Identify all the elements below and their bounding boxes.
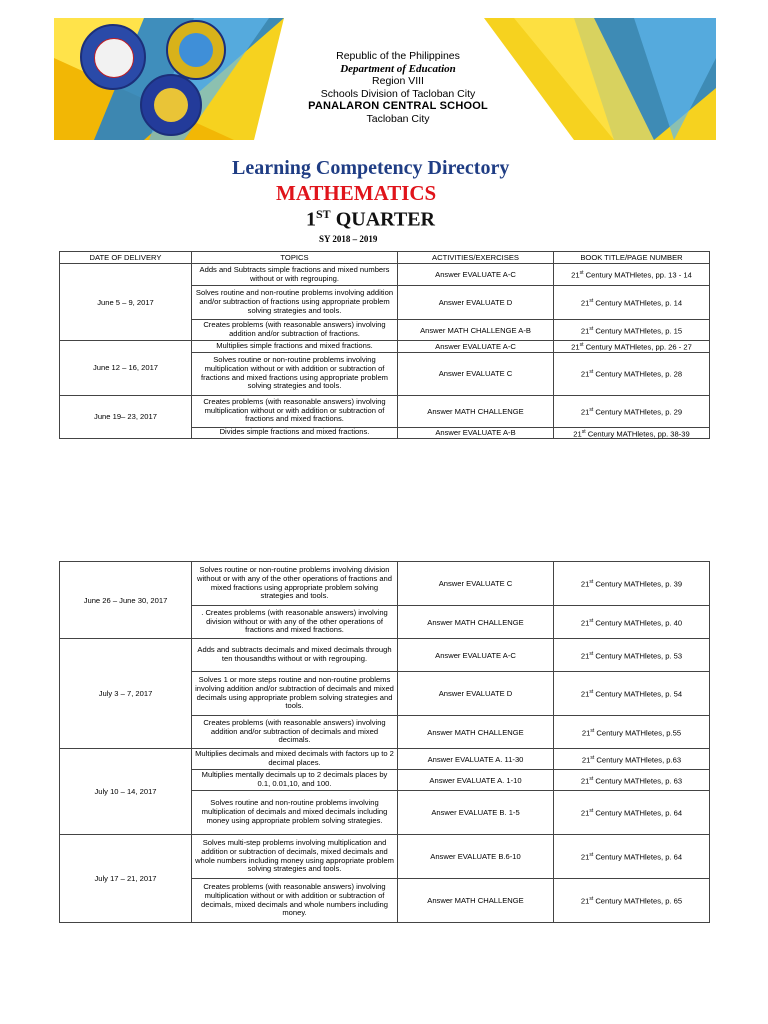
table-row (60, 395, 710, 427)
delivery-date-cell: July 17 – 21, 2017 (60, 835, 192, 923)
table-row (60, 639, 710, 672)
book-reference-cell: 21st Century MATHletes, p. 39 (554, 562, 710, 606)
delivery-date-cell: July 3 – 7, 2017 (60, 639, 192, 749)
header-book: BOOK TITLE/PAGE NUMBER (554, 252, 710, 264)
book-reference-cell: 21st Century MATHletes, p. 63 (554, 770, 710, 791)
activity-cell: Answer EVALUATE A-C (398, 264, 554, 286)
topic-cell: Multiplies simple fractions and mixed fractions. (192, 341, 398, 353)
activity-cell: Answer EVALUATE D (398, 672, 554, 716)
school-name: PANALARON CENTRAL SCHOOL (308, 100, 488, 113)
book-reference-cell: 21st Century MATHletes, p. 64 (554, 791, 710, 835)
book-reference-cell: 21st Century MATHletes, pp. 38-39 (554, 427, 710, 439)
region-line: Region VIII (372, 75, 424, 88)
topic-cell: Multiplies decimals and mixed decimals with factors up to 2 decimal places. (192, 749, 398, 770)
department-line: Department of Education (340, 62, 456, 75)
activity-cell: Answer MATH CHALLENGE (398, 395, 554, 427)
competency-table-page2 (59, 561, 710, 923)
republic-line: Republic of the Philippines (336, 50, 460, 62)
topic-cell: Solves multi-step problems involving multiplication and addition or subtraction of decimals, mixed decimals and whole numbers including money using appropriate problem solving strategies and tools. (192, 835, 398, 879)
topic-cell: Solves routine or non-routine problems involving multiplication without or with addition or subtraction of fractions and mixed fractions using appropriate problem solving strategies and tools. (192, 352, 398, 395)
activity-cell: Answer EVALUATE A. 11-30 (398, 749, 554, 770)
subject-title: MATHEMATICS (276, 181, 437, 205)
book-reference-cell: 21st Century MATHletes, pp. 13 - 14 (554, 264, 710, 286)
delivery-date-cell: June 19– 23, 2017 (60, 395, 192, 439)
book-reference-cell: 21st Century MATHletes, p.55 (554, 716, 710, 749)
header-date: DATE OF DELIVERY (60, 252, 192, 264)
activity-cell: Answer EVALUATE A-C (398, 639, 554, 672)
topic-cell: Divides simple fractions and mixed fractions. (192, 427, 398, 439)
quarter-title (306, 207, 552, 232)
table-row (60, 835, 710, 879)
table-row (60, 341, 710, 353)
activity-cell: Answer EVALUATE A. 1-10 (398, 770, 554, 791)
book-reference-cell: 21st Century MATHletes, p. 40 (554, 606, 710, 639)
activity-cell: Answer MATH CHALLENGE (398, 716, 554, 749)
topic-cell: . Creates problems (with reasonable answers) involving division without or with any of the other operations of fractions and mixed fractions. (192, 606, 398, 639)
book-reference-cell: 21st Century MATHletes, p. 29 (554, 395, 710, 427)
topic-cell: Solves routine or non-routine problems involving division without or with any of the other operations of fractions and mixed fractions using appropriate problem solving strategies and tools. (192, 562, 398, 606)
topic-cell: Multiplies mentally decimals up to 2 decimals places by 0.1, 0.01,10, and 100. (192, 770, 398, 791)
quarter-suffix: ST (316, 207, 331, 221)
book-reference-cell: 21st Century MATHletes, p.63 (554, 749, 710, 770)
topic-cell: Creates problems (with reasonable answers) involving multiplication without or with addition or subtraction of decimals, mixed decimals and whole numbers including money. (192, 879, 398, 923)
activity-cell: Answer EVALUATE C (398, 352, 554, 395)
seal-panalaron-school-icon (140, 74, 202, 136)
seal-tacloban-division-icon (166, 20, 226, 80)
topic-cell: Adds and subtracts decimals and mixed decimals through ten thousandths without or with regrouping. (192, 639, 398, 672)
topic-cell: Solves 1 or more steps routine and non-routine problems involving addition and/or subtraction of decimals and mixed decimals using appropriate problem solving strategies and tools. (192, 672, 398, 716)
book-reference-cell: 21st Century MATHletes, p. 28 (554, 352, 710, 395)
topic-cell: Creates problems (with reasonable answers) involving addition and/or subtraction of fractions. (192, 320, 398, 341)
topic-cell: Solves routine and non-routine problems involving multiplication of decimals and mixed decimals including money using appropriate problem solving strategies. (192, 791, 398, 835)
quarter-number: 1 (306, 208, 316, 231)
table-row (60, 562, 710, 606)
book-reference-cell: 21st Century MATHletes, p. 15 (554, 320, 710, 341)
division-line: Schools Division of Tacloban City (320, 87, 476, 100)
quarter-word: QUARTER (335, 208, 435, 231)
header-activities: ACTIVITIES/EXERCISES (398, 252, 554, 264)
delivery-date-cell: June 12 – 16, 2017 (60, 341, 192, 396)
topic-cell: Adds and Subtracts simple fractions and mixed numbers without or with regrouping. (192, 264, 398, 286)
delivery-date-cell: June 5 – 9, 2017 (60, 264, 192, 341)
activity-cell: Answer EVALUATE B. 1-5 (398, 791, 554, 835)
book-reference-cell: 21st Century MATHletes, pp. 26 - 27 (554, 341, 710, 353)
directory-title: Learning Competency Directory (232, 157, 510, 179)
topic-cell: Solves routine and non-routine problems involving addition and/or subtraction of fractions using appropriate problem solving strategies and tools. (192, 286, 398, 320)
delivery-date-cell: June 26 – June 30, 2017 (60, 562, 192, 639)
activity-cell: Answer MATH CHALLENGE A-B (398, 320, 554, 341)
activity-cell: Answer EVALUATE D (398, 286, 554, 320)
activity-cell: Answer MATH CHALLENGE (398, 879, 554, 923)
activity-cell: Answer EVALUATE B.6-10 (398, 835, 554, 879)
book-reference-cell: 21st Century MATHletes, p. 14 (554, 286, 710, 320)
table-row (60, 264, 710, 286)
table-header-row (60, 252, 710, 264)
activity-cell: Answer EVALUATE A-B (398, 427, 554, 439)
header-topics: TOPICS (192, 252, 398, 264)
letterhead-text (268, 50, 528, 126)
school-year: SY 2018 – 2019 (319, 233, 378, 244)
competency-table-page1 (59, 251, 710, 439)
delivery-date-cell: July 10 – 14, 2017 (60, 749, 192, 835)
topic-cell: Creates problems (with reasonable answers) involving addition and/or subtraction of decimals and mixed decimals. (192, 716, 398, 749)
seal-deped-icon (80, 24, 146, 90)
activity-cell: Answer EVALUATE A-C (398, 341, 554, 353)
book-reference-cell: 21st Century MATHletes, p. 54 (554, 672, 710, 716)
book-reference-cell: 21st Century MATHletes, p. 53 (554, 639, 710, 672)
city-line: Tacloban City (366, 112, 430, 125)
activity-cell: Answer EVALUATE C (398, 562, 554, 606)
table-row (60, 749, 710, 770)
book-reference-cell: 21st Century MATHletes, p. 65 (554, 879, 710, 923)
topic-cell: Creates problems (with reasonable answers) involving multiplication without or with addition or subtraction of fractions and mixed fractions. (192, 395, 398, 427)
book-reference-cell: 21st Century MATHletes, p. 64 (554, 835, 710, 879)
activity-cell: Answer MATH CHALLENGE (398, 606, 554, 639)
title-block (232, 157, 552, 244)
